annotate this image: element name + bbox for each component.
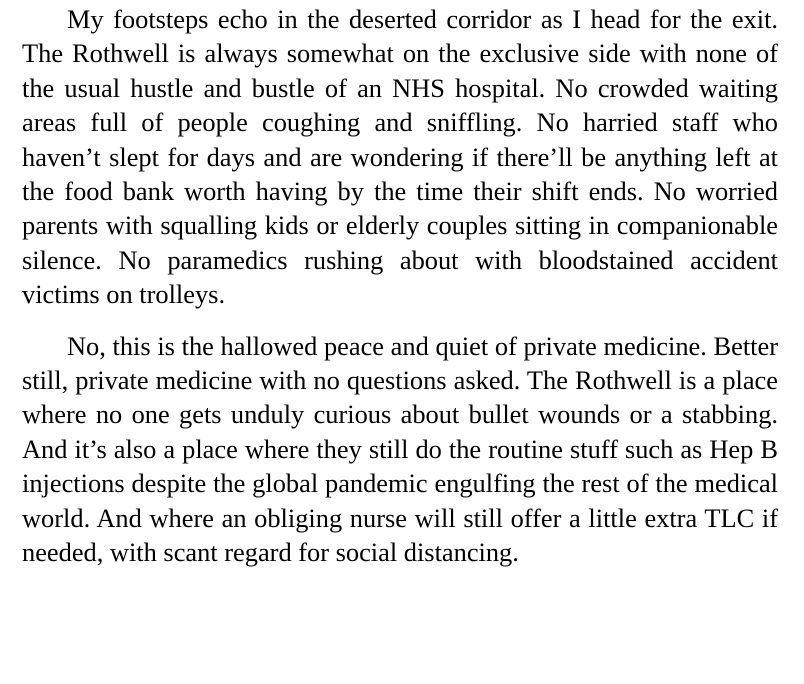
document-page (22, 2, 778, 570)
paragraph-1: My footsteps echo in the deserted corridor as I head for the exit. The Rothwell is always somewhat on the exclusive side with none of the usual hustle and bustle of an NHS hospital. No crowded waiting areas full of people coughing and sniffling. No harried staff who haven’t slept for days and are wondering if there’ll be anything left at the food bank worth having by the time their shift ends. No worried parents with squalling kids or elderly couples sitting in companionable silence. No paramedics rushing about with bloodstained accident victims on trolleys. (22, 4, 778, 310)
paragraph-2: No, this is the hallowed peace and quiet of private medicine. Better still, private medicine with no questions asked. The Rothwell is a place where no one gets unduly curious about bullet wounds or a stabbing. And it’s also a place where they still do the routine stuff such as Hep B injections despite the global pandemic engulfing the rest of the medical world. And where an obliging nurse will still offer a little extra TLC if needed, with scant regard for social distancing. (22, 330, 778, 568)
